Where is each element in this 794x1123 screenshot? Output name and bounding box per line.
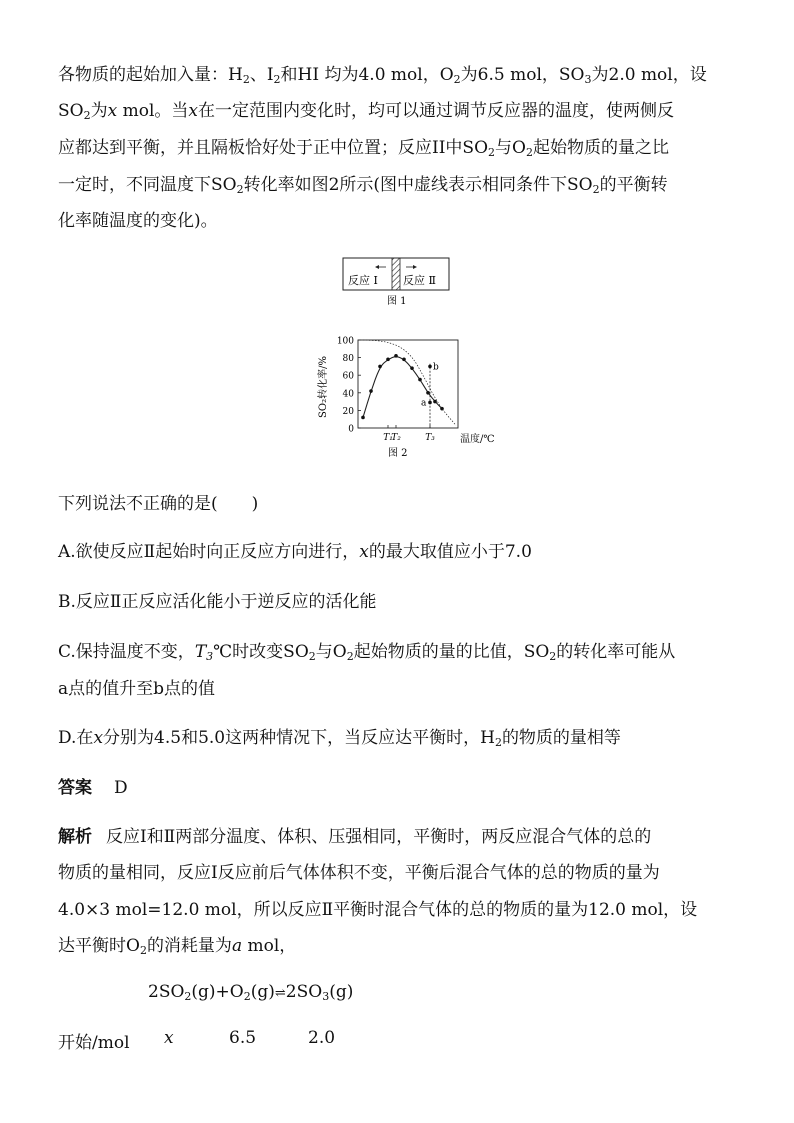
y-tick-label: 80 — [342, 354, 354, 365]
intro-line-3: 应都达到平衡，并且隔板恰好处于正中位置；反应II中$SO_2$与$O_2$起始物质的量之比 — [58, 138, 669, 159]
question-stem: 下列说法不正确的是( ) — [58, 494, 259, 514]
analysis-line-2: 物质的量相同，反应Ⅰ反应前后气体体积不变，平衡后混合气体的总的物质的量为 — [58, 863, 660, 883]
cell-x: x — [164, 1028, 174, 1048]
x-tick-label: T₃ — [425, 433, 435, 443]
data-point — [386, 358, 390, 362]
option-d: D.在x分别为4.5和5.0这两种情况下，当反应达平衡时，$H_2$的物质的量相等 — [58, 728, 621, 749]
y-tick-label: 20 — [342, 406, 354, 417]
y-tick-label: 100 — [336, 336, 354, 347]
x-axis-label: 温度/℃ — [460, 434, 495, 445]
point-label-a: a — [421, 398, 427, 409]
intro-line-1: 各物质的起始加入量：$H_2$、$I_2$和HI 均为4.0 mol，$O_2$为6.5 mol，$SO_3$为2.0 mol，设 — [58, 65, 707, 86]
figure-2-chart — [312, 332, 495, 462]
intro-line-5: 化率随温度的变化)。 — [58, 211, 218, 231]
data-point — [410, 366, 414, 370]
x-tick-label: T₂ — [391, 433, 401, 443]
data-point — [369, 389, 373, 393]
y-tick-label: 60 — [342, 371, 354, 382]
point-b — [428, 365, 432, 369]
y-axis-label: SO₂转化率/% — [318, 356, 329, 418]
y-tick-label: 0 — [348, 424, 354, 435]
x-tick-label: T₁ — [383, 433, 393, 443]
data-point — [426, 391, 430, 395]
figure-2-caption: 图 2 — [388, 448, 408, 459]
figure-1 — [340, 255, 452, 310]
reaction-1-label: 反应 Ⅰ — [348, 274, 378, 287]
data-point — [418, 378, 422, 382]
data-point — [361, 416, 365, 420]
option-c-line-1: C.保持温度不变，$T_3℃$时改变$SO_2$与$O_2$起始物质的量的比值，$SO_2$的转化率可能从 — [58, 642, 676, 663]
reaction-2-label: 反应 Ⅱ — [403, 274, 436, 287]
row-label: 开始/mol — [58, 1033, 130, 1053]
analysis-line-3: 4.0×3 mol=12.0 mol，所以反应Ⅱ平衡时混合气体的总的物质的量为12.0 mol，设 — [58, 900, 698, 920]
analysis-line-1: 解析 反应Ⅰ和Ⅱ两部分温度、体积、压强相同，平衡时，两反应混合气体的总的 — [58, 827, 652, 847]
analysis-label: 解析 — [58, 827, 92, 847]
answer-value: D — [114, 778, 128, 798]
data-point — [402, 358, 406, 362]
option-c-line-2: a点的值升至b点的值 — [58, 679, 216, 699]
equilibrium-arrow-icon: ⇌ — [274, 986, 286, 1001]
option-a: A.欲使反应Ⅱ起始时向正反应方向进行，x的最大取值应小于7.0 — [58, 542, 532, 562]
answer — [58, 773, 128, 798]
partition-icon — [392, 258, 400, 290]
intro-line-2: $SO_2$为x mol。当x在一定范围内变化时，均可以通过调节反应器的温度，使两侧反 — [58, 101, 674, 122]
analysis-line-4: 达平衡时$O_2$的消耗量为a mol， — [58, 936, 297, 957]
figure-1-caption: 图 1 — [387, 296, 407, 307]
data-point — [378, 365, 382, 369]
option-b: B.反应Ⅱ正反应活化能小于逆反应的活化能 — [58, 592, 377, 612]
intro-line-4: 一定时，不同温度下$SO_2$转化率如图2所示(图中虚线表示相同条件下$SO_2$的平衡转 — [58, 175, 668, 196]
y-tick-label: 40 — [342, 389, 354, 400]
equilibrium-curve — [363, 340, 456, 425]
point-label-b: b — [433, 362, 439, 373]
data-point — [394, 354, 398, 358]
point-a — [428, 401, 432, 405]
reaction-equation: $2SO_2(g)+O_2(g)\rightleftharpoons 2SO_3(g)$ — [148, 982, 354, 1003]
cell-so3: 2.0 — [308, 1028, 336, 1048]
answer-label: 答案 — [58, 778, 92, 798]
cell-o2: 6.5 — [229, 1028, 257, 1048]
